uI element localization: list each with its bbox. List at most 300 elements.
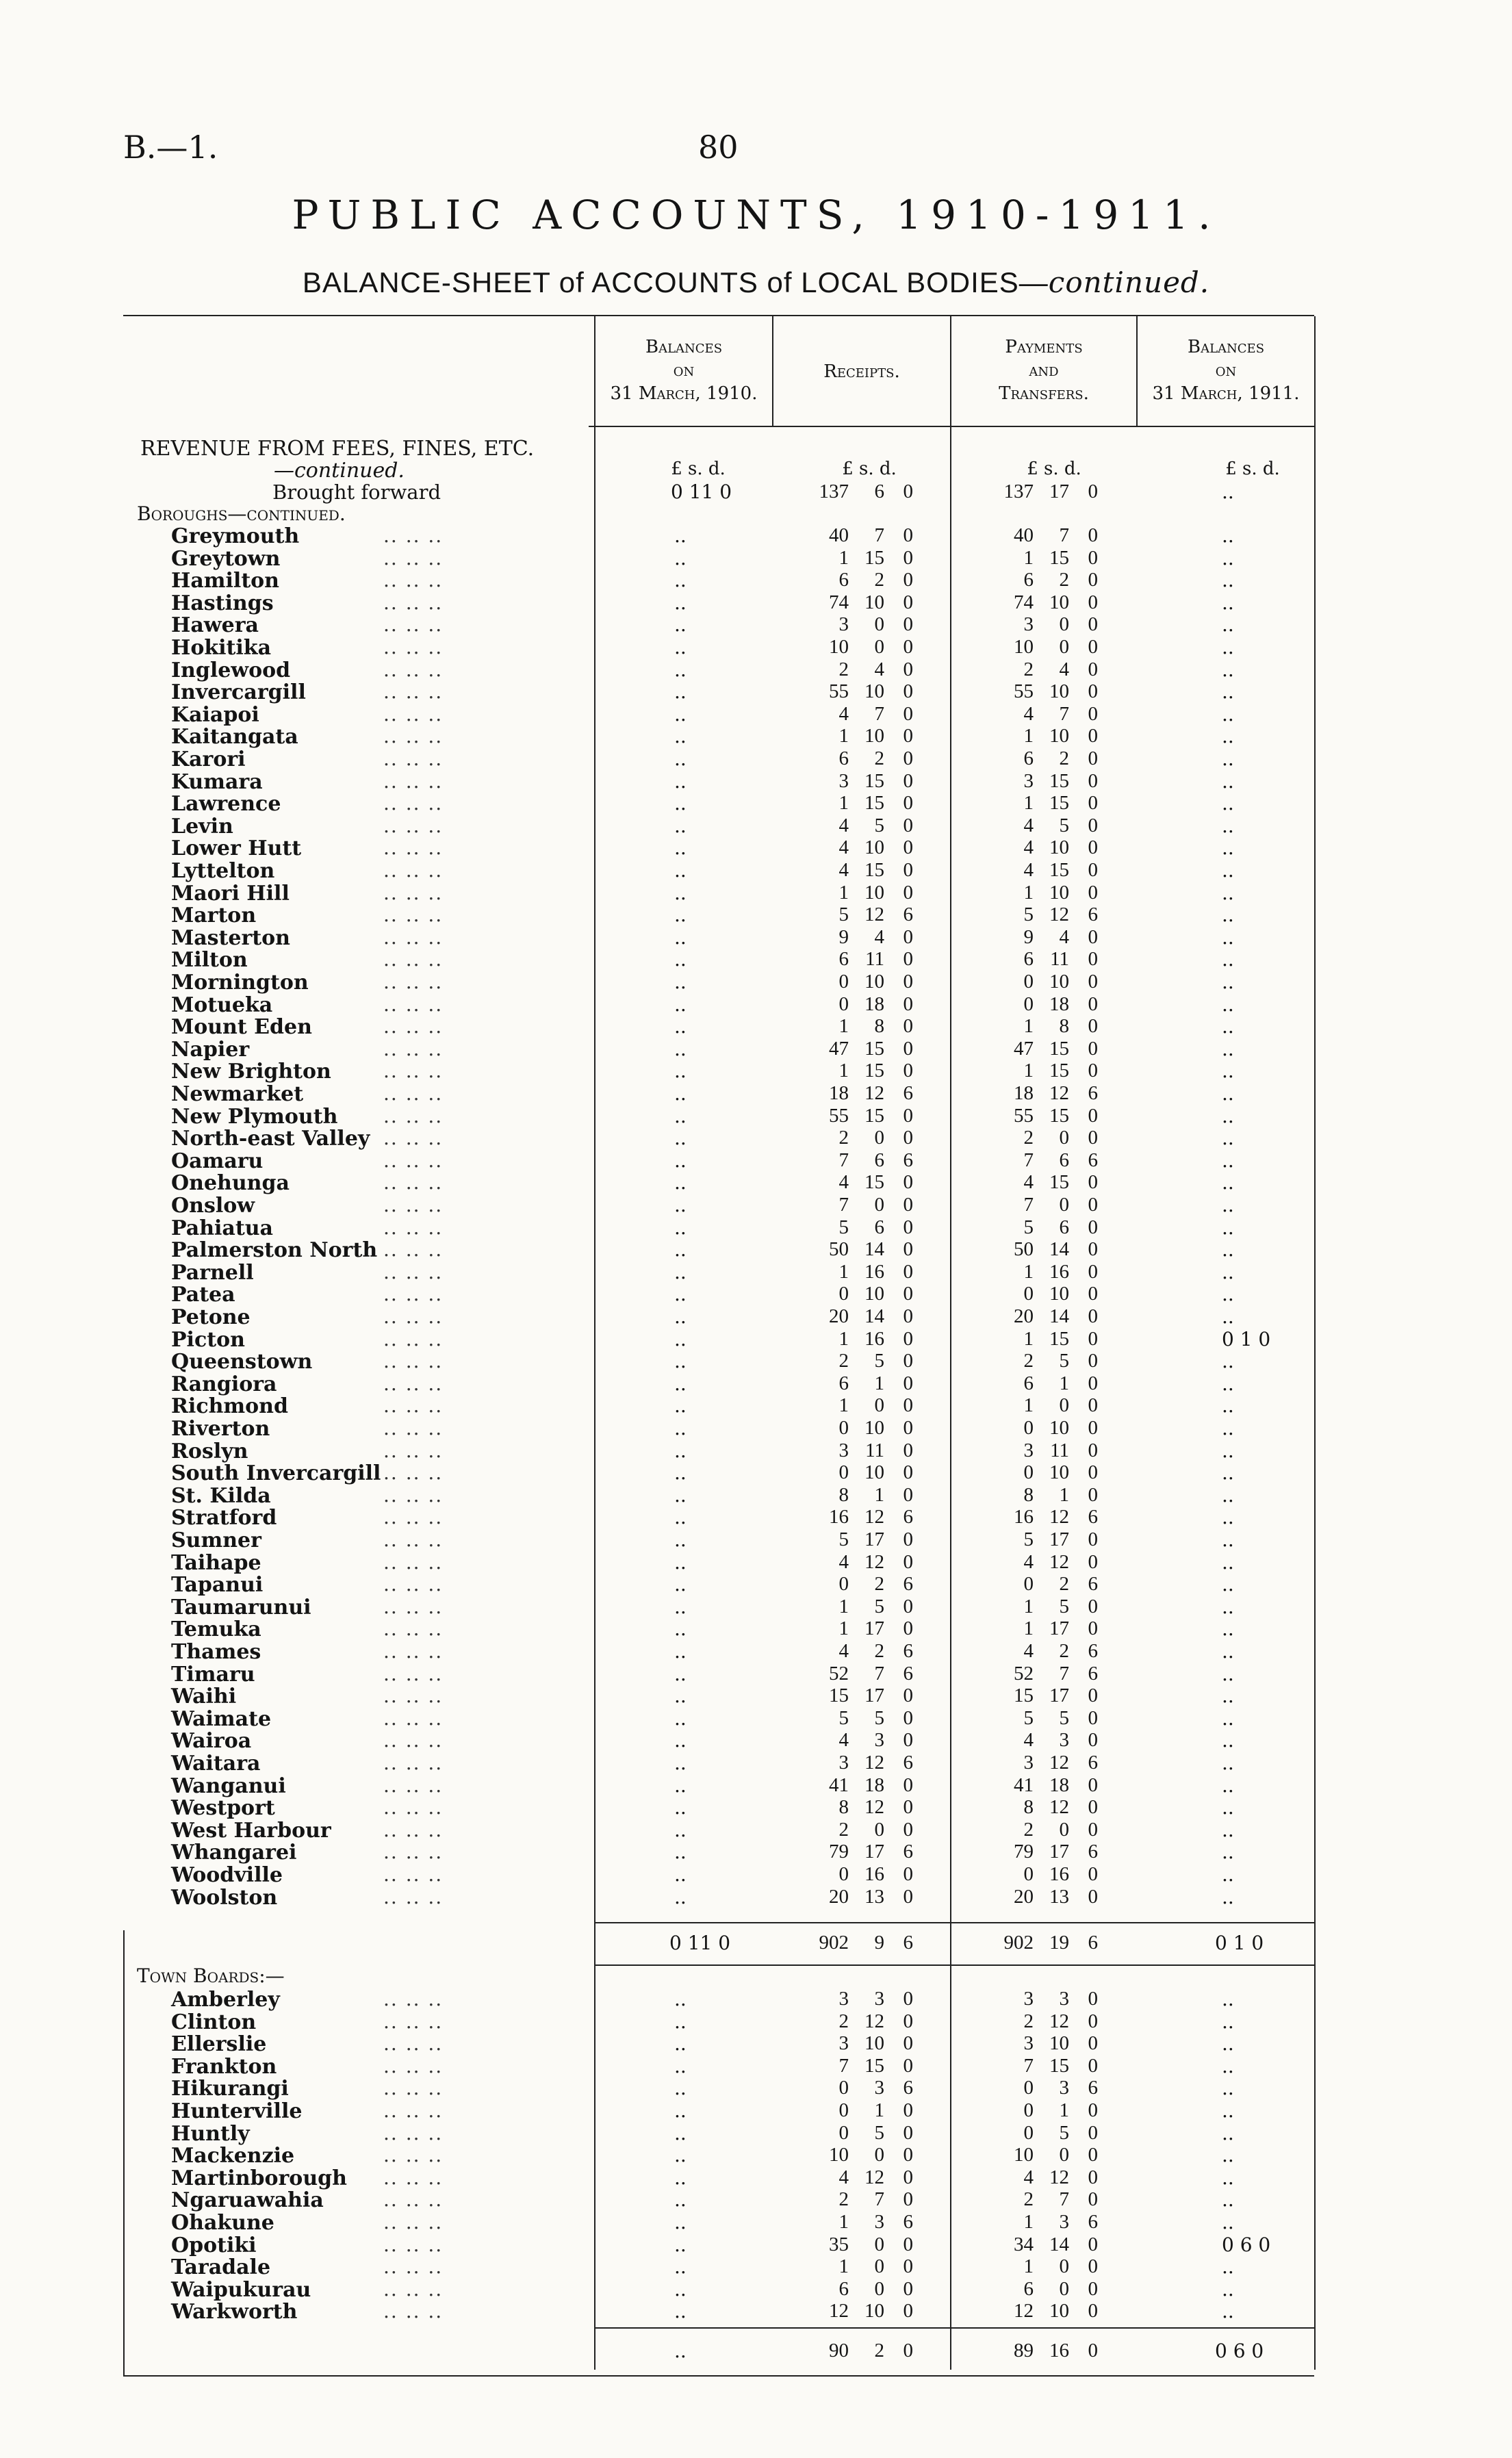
- receipts-shillings: 0: [874, 1127, 884, 1149]
- receipts-shillings: 1: [874, 2099, 884, 2121]
- payments-pounds: 2: [1023, 1818, 1034, 1841]
- local-body-name: Mount Eden: [171, 1015, 312, 1040]
- closing-balance: ..: [1222, 1885, 1234, 1908]
- receipts-pence: 0: [903, 814, 913, 836]
- leader-dots: .. .. ..: [383, 792, 444, 815]
- tt-receipts-pence: 0: [903, 2340, 913, 2361]
- local-body-name: Hunterville: [171, 2099, 303, 2123]
- payments-pounds: 10: [1014, 2144, 1034, 2166]
- payments-pence: 6: [1088, 1841, 1098, 1863]
- payments-shillings: 7: [1059, 524, 1069, 546]
- receipts-amount: [808, 2166, 913, 2189]
- receipts-pence: 0: [903, 859, 913, 881]
- payments-pounds: 1: [1023, 546, 1034, 569]
- payments-amount: [992, 971, 1098, 993]
- local-body-name: Hamilton: [171, 569, 279, 593]
- payments-pence: 0: [1088, 971, 1098, 993]
- brought-forward-receipts: [808, 481, 913, 503]
- opening-balance-nil: ..: [674, 1194, 687, 1216]
- payments-shillings: 12: [1049, 1752, 1069, 1774]
- receipts-amount: [808, 1305, 913, 1328]
- payments-shillings: 11: [1050, 948, 1069, 971]
- tt-receipts-pounds: 90: [829, 2340, 849, 2361]
- receipts-amount: [808, 1528, 913, 1551]
- payments-amount: [992, 2211, 1098, 2233]
- opening-balance-nil: ..: [674, 658, 687, 681]
- leader-dots: .. .. ..: [383, 1216, 444, 1239]
- closing-balance: ..: [1222, 1774, 1234, 1797]
- table-row: [0, 1596, 1512, 1618]
- leader-dots: .. .. ..: [383, 524, 444, 547]
- local-body-name: Warkworth: [171, 2300, 298, 2325]
- closing-balance: ..: [1222, 1127, 1234, 1150]
- table-row: [0, 636, 1512, 658]
- receipts-pence: 0: [903, 1350, 913, 1372]
- local-body-name: Frankton: [171, 2054, 277, 2079]
- leader-dots: .. .. ..: [383, 1863, 444, 1886]
- payments-pence: 0: [1088, 1104, 1098, 1127]
- payments-shillings: 17: [1049, 1617, 1069, 1640]
- payments-shillings: 15: [1049, 859, 1069, 881]
- table-row: [0, 836, 1512, 859]
- leader-dots: .. .. ..: [383, 1483, 444, 1507]
- closing-balance: ..: [1222, 1283, 1234, 1306]
- payments-shillings: 6: [1059, 1216, 1069, 1238]
- local-body-name: Newmarket: [171, 1082, 304, 1106]
- leader-dots: .. .. ..: [383, 2277, 444, 2301]
- opening-balance-nil: ..: [674, 569, 687, 592]
- payments-amount: [992, 948, 1098, 971]
- closing-balance: ..: [1222, 792, 1234, 815]
- receipts-amount: [808, 2032, 913, 2055]
- payments-shillings: 15: [1049, 2054, 1069, 2077]
- receipts-pence: 6: [903, 2211, 913, 2233]
- receipts-amount: [808, 1819, 913, 1841]
- payments-amount: [992, 2144, 1098, 2166]
- payments-pence: 6: [1088, 2211, 1098, 2233]
- opening-balance-nil: ..: [674, 747, 687, 770]
- payments-shillings: 13: [1049, 1885, 1069, 1908]
- receipts-shillings: 3: [874, 1988, 884, 2010]
- receipts-pence: 0: [903, 725, 913, 747]
- payments-pence: 0: [1088, 2099, 1098, 2121]
- payments-amount: [992, 636, 1098, 658]
- receipts-amount: [808, 971, 913, 993]
- payments-amount: [992, 703, 1098, 726]
- leader-dots: .. .. ..: [383, 948, 444, 971]
- tt-payments-shillings: 16: [1049, 2340, 1069, 2361]
- receipts-amount: [808, 1573, 913, 1596]
- closing-balance: ..: [1222, 1841, 1234, 1864]
- payments-amount: [992, 2077, 1098, 2099]
- payments-pounds: 1: [1023, 725, 1034, 747]
- payments-amount: [992, 1439, 1098, 1462]
- opening-balance-nil: ..: [674, 1841, 687, 1864]
- bf-payments-shillings: 17: [1049, 481, 1069, 502]
- opening-balance-nil: ..: [674, 993, 687, 1016]
- receipts-pounds: 3: [838, 2032, 849, 2055]
- local-body-name: Richmond: [171, 1394, 288, 1419]
- payments-amount: [992, 1149, 1098, 1172]
- leader-dots: .. .. ..: [383, 1238, 444, 1262]
- leader-dots: .. .. ..: [383, 658, 444, 681]
- payments-amount: [992, 1060, 1098, 1082]
- col-closing-line3: 31 March, 1911.: [1152, 383, 1300, 404]
- payments-pence: 0: [1088, 2032, 1098, 2055]
- opening-balance-nil: ..: [674, 2277, 687, 2301]
- leader-dots: .. .. ..: [383, 1774, 444, 1797]
- receipts-amount: [808, 2188, 913, 2211]
- brought-forward-opening: 0 11 0: [671, 481, 732, 503]
- local-body-name: Karori: [171, 747, 246, 771]
- table-row: [0, 1283, 1512, 1305]
- towns-total-opening: ..: [674, 2340, 687, 2362]
- receipts-amount: [808, 770, 913, 793]
- receipts-shillings: 6: [874, 1216, 884, 1238]
- receipts-pence: 0: [903, 1372, 913, 1394]
- payments-pounds: 7: [1023, 1149, 1034, 1171]
- leader-dots: .. .. ..: [383, 836, 444, 860]
- receipts-shillings: 10: [864, 725, 884, 747]
- receipts-pence: 0: [903, 2188, 913, 2211]
- payments-pence: 0: [1088, 658, 1098, 680]
- subtitle-text: BALANCE-SHEET of ACCOUNTS of LOCAL BODIES—: [302, 266, 1049, 298]
- receipts-pence: 0: [903, 1283, 913, 1305]
- leader-dots: .. .. ..: [383, 1439, 444, 1462]
- receipts-pence: 0: [903, 1015, 913, 1038]
- receipts-shillings: 12: [864, 1796, 884, 1819]
- payments-amount: [992, 1707, 1098, 1730]
- table-row: [0, 926, 1512, 949]
- leader-dots: .. .. ..: [383, 1104, 444, 1127]
- receipts-pounds: 6: [838, 1372, 849, 1394]
- payments-pence: 0: [1088, 2233, 1098, 2255]
- local-body-name: Queenstown: [171, 1350, 313, 1374]
- local-body-name: Stratford: [171, 1506, 277, 1531]
- receipts-amount: [808, 1640, 913, 1663]
- local-body-name: Mackenzie: [171, 2144, 295, 2168]
- payments-shillings: 4: [1059, 658, 1069, 680]
- leader-dots: .. .. ..: [383, 747, 444, 770]
- towns-total-payments: [992, 2340, 1098, 2362]
- receipts-shillings: 3: [874, 2211, 884, 2233]
- bf-payments-pence: 0: [1088, 481, 1098, 502]
- tt-payments-pounds: 89: [1014, 2340, 1034, 2361]
- opening-balance-nil: ..: [674, 1885, 687, 1908]
- towns-total-rule: [595, 2327, 1314, 2329]
- leader-dots: .. .. ..: [383, 1550, 444, 1574]
- payments-amount: [992, 882, 1098, 904]
- payments-shillings: 0: [1059, 1394, 1069, 1417]
- receipts-pounds: 20: [829, 1885, 849, 1908]
- opening-balance-nil: ..: [674, 971, 687, 993]
- local-body-name: Masterton: [171, 925, 290, 950]
- payments-pence: 0: [1088, 1988, 1098, 2010]
- opening-balance-nil: ..: [674, 636, 687, 658]
- local-body-name: Lawrence: [171, 792, 281, 817]
- closing-balance: ..: [1222, 1394, 1234, 1418]
- leader-dots: .. .. ..: [383, 1283, 444, 1306]
- leader-dots: .. .. ..: [383, 1350, 444, 1373]
- payments-amount: [992, 1729, 1098, 1752]
- closing-balance: ..: [1222, 1060, 1234, 1083]
- payments-pence: 0: [1088, 747, 1098, 769]
- leader-dots: .. .. ..: [383, 1617, 444, 1641]
- payments-shillings: 3: [1059, 1729, 1069, 1752]
- payments-shillings: 5: [1059, 814, 1069, 836]
- opening-balance-nil: ..: [674, 1640, 687, 1663]
- receipts-pounds: 0: [838, 2099, 849, 2121]
- leader-dots: .. .. ..: [383, 2054, 444, 2077]
- closing-balance: ..: [1222, 1305, 1234, 1328]
- receipts-pence: 0: [903, 2255, 913, 2278]
- leader-dots: .. .. ..: [383, 1818, 444, 1841]
- receipts-amount: [808, 836, 913, 859]
- receipts-shillings: 0: [874, 2144, 884, 2166]
- document-reference: B.—1.: [123, 129, 218, 166]
- opening-balance-nil: ..: [674, 680, 687, 704]
- receipts-pence: 0: [903, 1706, 913, 1729]
- receipts-pence: 0: [903, 1037, 913, 1060]
- table-row: [0, 971, 1512, 993]
- payments-shillings: 12: [1049, 1082, 1069, 1104]
- payments-pounds: 2: [1023, 1127, 1034, 1149]
- payments-pence: 0: [1088, 1818, 1098, 1841]
- payments-shillings: 7: [1059, 2188, 1069, 2211]
- receipts-amount: [808, 591, 913, 614]
- receipts-amount: [808, 1707, 913, 1730]
- leader-dots: .. .. ..: [383, 859, 444, 882]
- boroughs-heading: Boroughs—continued.: [137, 502, 346, 525]
- payments-pounds: 3: [1023, 2032, 1034, 2055]
- receipts-pounds: 4: [838, 1729, 849, 1752]
- units-closing: £ s. d.: [1225, 459, 1280, 479]
- receipts-pounds: 3: [838, 1439, 849, 1461]
- opening-balance-nil: ..: [674, 1283, 687, 1306]
- local-body-name: Invercargill: [171, 680, 306, 705]
- leader-dots: .. .. ..: [383, 702, 444, 726]
- leader-dots: .. .. ..: [383, 725, 444, 748]
- closing-balance: ..: [1222, 769, 1234, 793]
- units-receipts: £ s. d.: [842, 459, 897, 479]
- receipts-pence: 0: [903, 658, 913, 680]
- payments-pounds: 5: [1023, 1528, 1034, 1550]
- receipts-amount: [808, 658, 913, 681]
- leader-dots: .. .. ..: [383, 1194, 444, 1216]
- payments-amount: [992, 1283, 1098, 1305]
- receipts-shillings: 7: [874, 702, 884, 725]
- receipts-amount: [808, 1238, 913, 1261]
- payments-pounds: 52: [1014, 1662, 1034, 1685]
- local-body-name: Maori Hill: [171, 881, 290, 906]
- closing-balance: ..: [1222, 725, 1234, 748]
- tt-payments-pence: 0: [1088, 2340, 1098, 2361]
- payments-pounds: 1: [1023, 1060, 1034, 1082]
- payments-shillings: 0: [1059, 2255, 1069, 2278]
- receipts-pounds: 55: [829, 680, 849, 703]
- receipts-pounds: 10: [829, 636, 849, 658]
- receipts-pence: 0: [903, 636, 913, 658]
- payments-pounds: 1: [1023, 1260, 1034, 1283]
- payments-pence: 0: [1088, 1327, 1098, 1350]
- bf-payments-pounds: 137: [1003, 481, 1034, 502]
- receipts-pounds: 4: [838, 814, 849, 836]
- opening-balance-nil: ..: [674, 1796, 687, 1819]
- receipts-pounds: 2: [838, 2010, 849, 2032]
- receipts-pounds: 1: [838, 725, 849, 747]
- local-body-name: Waimate: [171, 1706, 272, 1731]
- closing-balance: ..: [1222, 836, 1234, 860]
- payments-pence: 0: [1088, 725, 1098, 747]
- local-body-name: Inglewood: [171, 658, 291, 682]
- leader-dots: .. .. ..: [383, 1841, 444, 1864]
- receipts-shillings: 12: [864, 2010, 884, 2032]
- table-row: [0, 1372, 1512, 1395]
- payments-amount: [992, 747, 1098, 770]
- closing-balance: ..: [1222, 2099, 1234, 2122]
- payments-pounds: 8: [1023, 1483, 1034, 1506]
- tt-receipts-shillings: 2: [874, 2340, 884, 2361]
- local-body-name: Woolston: [171, 1885, 278, 1910]
- receipts-amount: [808, 1015, 913, 1038]
- opening-balance-nil: ..: [674, 1104, 687, 1127]
- closing-balance: ..: [1222, 1796, 1234, 1819]
- payments-amount: [992, 1551, 1098, 1574]
- payments-amount: [992, 1617, 1098, 1640]
- receipts-pence: 0: [903, 1818, 913, 1841]
- payments-shillings: 8: [1059, 1015, 1069, 1038]
- closing-balance: ..: [1222, 2255, 1234, 2279]
- table-row: [0, 747, 1512, 770]
- local-body-name: Ellerslie: [171, 2032, 267, 2057]
- payments-pounds: 1: [1023, 1394, 1034, 1417]
- payments-pounds: 1: [1023, 2255, 1034, 2278]
- table-row: [0, 2188, 1512, 2211]
- payments-pence: 0: [1088, 2255, 1098, 2278]
- leader-dots: .. .. ..: [383, 1037, 444, 1060]
- payments-pounds: 55: [1014, 1104, 1034, 1127]
- payments-amount: [992, 1305, 1098, 1328]
- receipts-pounds: 4: [838, 1640, 849, 1662]
- payments-shillings: 10: [1049, 881, 1069, 904]
- payments-pence: 0: [1088, 1461, 1098, 1484]
- payments-pounds: 4: [1023, 1640, 1034, 1662]
- receipts-shillings: 11: [865, 948, 884, 971]
- table-row: [0, 1105, 1512, 1127]
- payments-amount: [992, 2010, 1098, 2033]
- receipts-amount: [808, 1461, 913, 1484]
- receipts-pence: 6: [903, 1149, 913, 1171]
- payments-pence: 0: [1088, 1305, 1098, 1327]
- receipts-pence: 0: [903, 1685, 913, 1707]
- receipts-pounds: 41: [829, 1774, 849, 1796]
- payments-pence: 0: [1088, 792, 1098, 815]
- receipts-pounds: 12: [829, 2300, 849, 2322]
- receipts-shillings: 15: [864, 1037, 884, 1060]
- leader-dots: .. .. ..: [383, 1885, 444, 1908]
- receipts-shillings: 15: [864, 1060, 884, 1082]
- table-row: [0, 2166, 1512, 2189]
- payments-pounds: 1: [1023, 881, 1034, 904]
- payments-amount: [992, 1350, 1098, 1372]
- opening-balance-nil: ..: [674, 1216, 687, 1239]
- closing-balance: ..: [1222, 881, 1234, 904]
- receipts-shillings: 15: [864, 546, 884, 569]
- payments-pounds: 20: [1014, 1885, 1034, 1908]
- table-top-rule: [123, 315, 1314, 316]
- receipts-pounds: 0: [838, 1863, 849, 1885]
- payments-shillings: 10: [1049, 680, 1069, 703]
- payments-pence: 0: [1088, 1885, 1098, 1908]
- receipts-pounds: 0: [838, 2121, 849, 2144]
- payments-pence: 0: [1088, 1060, 1098, 1082]
- page-subtitle: [0, 266, 1512, 299]
- payments-pounds: 6: [1023, 1372, 1034, 1394]
- opening-balance-nil: ..: [674, 1685, 687, 1708]
- opening-balance-nil: ..: [674, 1127, 687, 1150]
- payments-amount: [992, 1105, 1098, 1127]
- receipts-pounds: 1: [838, 792, 849, 815]
- closing-balance: ..: [1222, 2300, 1234, 2323]
- receipts-shillings: 7: [874, 2188, 884, 2211]
- receipts-pence: 0: [903, 1885, 913, 1908]
- receipts-pounds: 3: [838, 1988, 849, 2010]
- payments-amount: [992, 1863, 1098, 1886]
- table-row: [0, 1752, 1512, 1774]
- local-body-name: Hastings: [171, 591, 274, 615]
- opening-balance-nil: ..: [674, 2032, 687, 2056]
- receipts-pounds: 1: [838, 1015, 849, 1038]
- payments-pounds: 4: [1023, 836, 1034, 859]
- receipts-pounds: 6: [838, 948, 849, 971]
- receipts-shillings: 12: [864, 1506, 884, 1528]
- opening-balance-nil: ..: [674, 546, 687, 569]
- receipts-amount: [808, 1261, 913, 1283]
- receipts-pence: 0: [903, 1550, 913, 1573]
- payments-pounds: 3: [1023, 1439, 1034, 1461]
- brought-forward-closing: ..: [1222, 481, 1234, 503]
- local-body-name: South Invercargill: [171, 1461, 381, 1486]
- payments-shillings: 12: [1049, 1550, 1069, 1573]
- col-closing-line1: Balances: [1187, 337, 1265, 357]
- receipts-shillings: 0: [874, 2277, 884, 2300]
- receipts-amount: [808, 524, 913, 547]
- receipts-pounds: 2: [838, 1127, 849, 1149]
- payments-amount: [992, 2300, 1098, 2322]
- local-body-name: Taumarunui: [171, 1595, 311, 1620]
- table-row: [0, 1082, 1512, 1105]
- payments-amount: [992, 591, 1098, 614]
- receipts-pence: 0: [903, 2054, 913, 2077]
- leader-dots: .. .. ..: [383, 2099, 444, 2122]
- payments-shillings: 2: [1059, 1640, 1069, 1662]
- receipts-shillings: 0: [874, 1818, 884, 1841]
- local-body-name: Wanganui: [171, 1774, 286, 1798]
- receipts-pence: 0: [903, 1439, 913, 1461]
- payments-amount: [992, 1663, 1098, 1685]
- payments-amount: [992, 792, 1098, 815]
- receipts-shillings: 15: [864, 1104, 884, 1127]
- opening-balance-nil: ..: [674, 1752, 687, 1774]
- receipts-pence: 0: [903, 1171, 913, 1194]
- local-body-name: Hawera: [171, 613, 259, 638]
- receipts-pence: 0: [903, 1104, 913, 1127]
- receipts-amount: [808, 1841, 913, 1863]
- payments-pounds: 4: [1023, 702, 1034, 725]
- receipts-pence: 0: [903, 747, 913, 769]
- receipts-pounds: 0: [838, 2077, 849, 2099]
- table-row: [0, 1528, 1512, 1551]
